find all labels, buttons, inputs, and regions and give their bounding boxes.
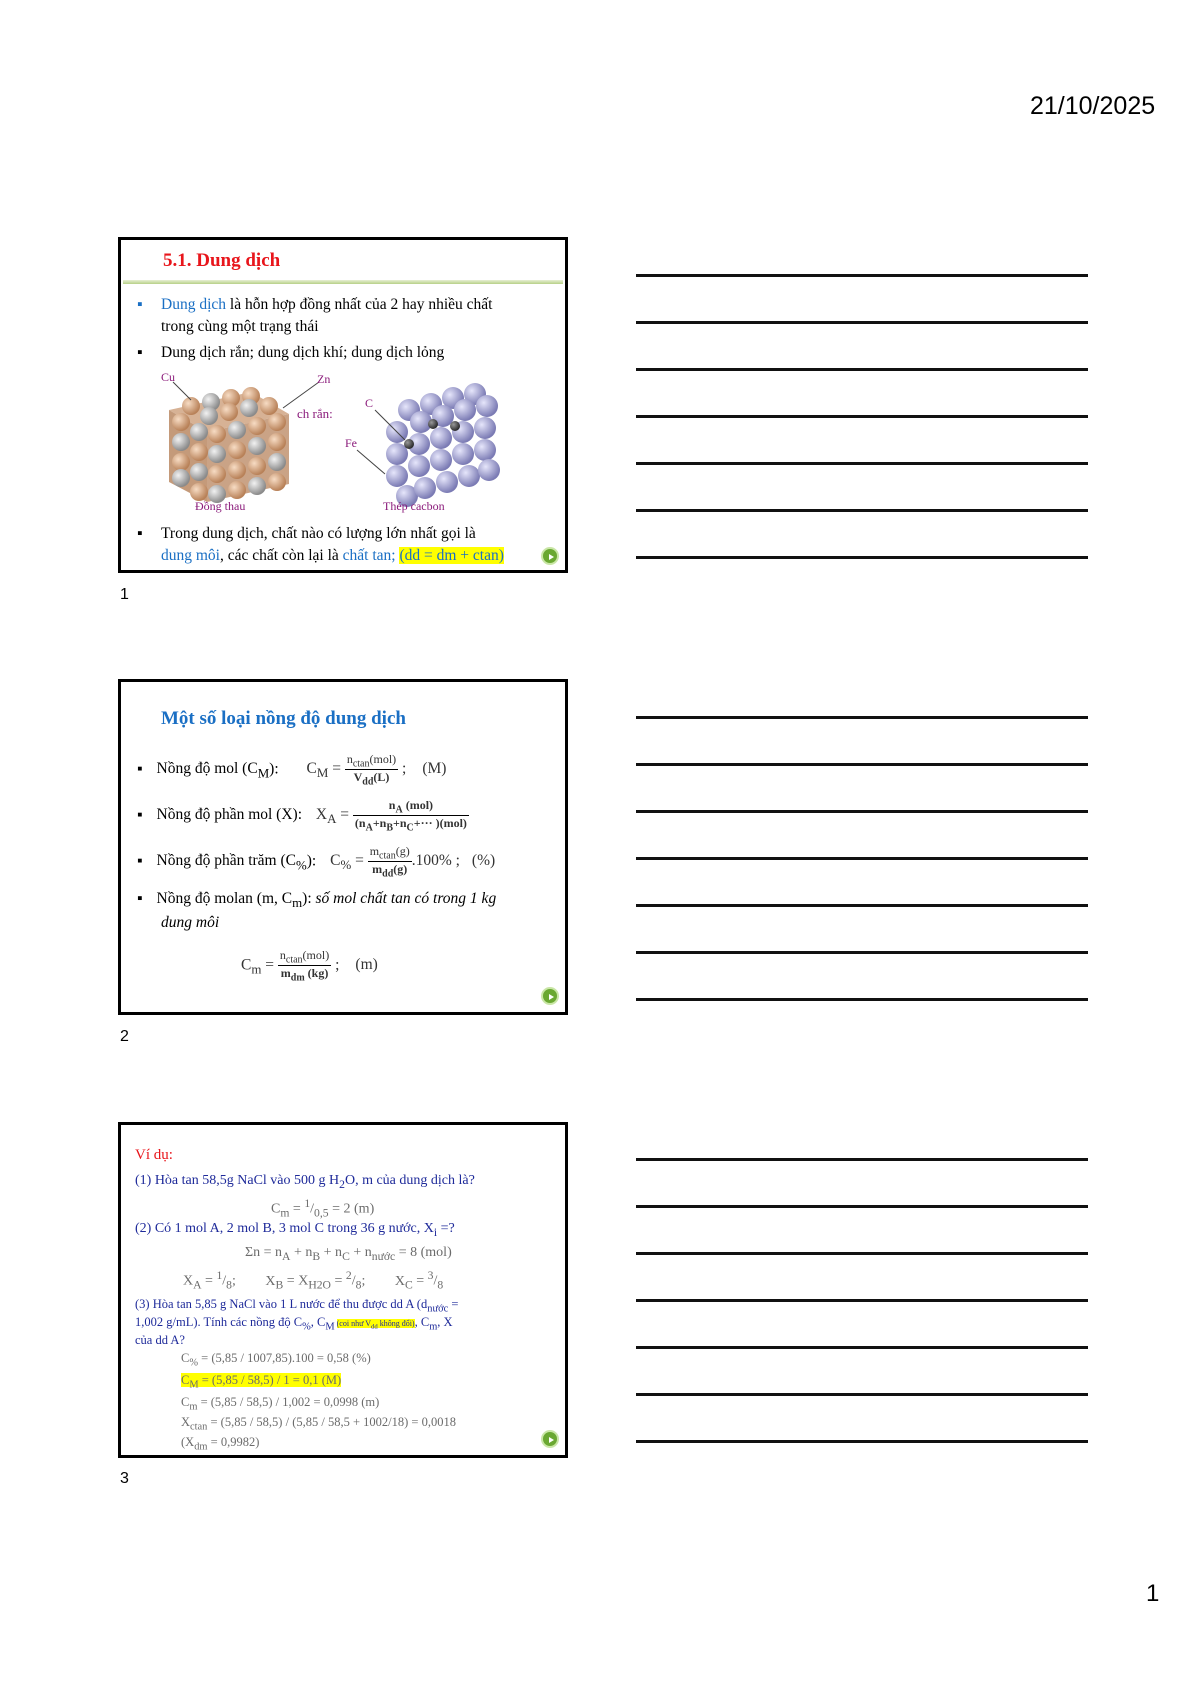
answer-2-fractions: $X_A = ^1/_8$; $X_B = X_{H2O} = ^2/_8$; $X_C = ^3/_8$	[183, 1269, 444, 1292]
bullet-definition: ▪ Dung dịch là hỗn hợp đồng nhất của 2 hay nhiều chất trong cùng một trạng thái	[137, 296, 493, 335]
slide-1-number: 1	[120, 586, 129, 603]
answer-2-sum: $\Sigma n = n_A + n_B + n_C + n_{nước} = 8$ (mol)	[245, 1245, 452, 1263]
slide-1	[118, 237, 568, 573]
next-slide-icon[interactable]	[541, 987, 559, 1005]
steel-cube	[357, 383, 500, 507]
concentration-percent: ▪ Nồng độ phần trăm $(C_{\%})$: $C_{\%}$ = $\frac{m_{ctan}(g)}{m_{dd}(g)}$ .100% ; (%)	[137, 844, 496, 880]
header-date: 21/10/2025	[1030, 92, 1156, 120]
question-3-line1: (3) Hòa tan 5,85 g NaCl vào 1 L nước để thu được dd A ($d_{nước}$ =	[135, 1297, 459, 1315]
page-number: 1	[1146, 1580, 1160, 1607]
example-heading: Ví dụ:	[135, 1147, 173, 1163]
concentration-molal: ▪ Nồng độ molan (m, $C_m$): số mol chất tan có trong 1 kg	[137, 890, 497, 911]
question-3-line2: 1,002 g/mL). Tính các nồng độ $C_{\%}$, $C_M$ (coi như $V_{dd}$ không đổi), $C_m$, X	[135, 1315, 453, 1333]
result-mole-fraction: $X_{ctan} = (5,85 / 58,5) / (5,85 / 58,5 + 1002/18) = 0,0018$	[181, 1415, 456, 1433]
label-fe: Fe	[345, 436, 357, 450]
slide-2-title: Một số loại nồng độ dung dịch	[161, 708, 406, 729]
caption-steel: Thép cacbon	[383, 499, 445, 513]
answer-1: $C_m = ^1/_{0,5} = 2$ (m)	[271, 1197, 375, 1220]
bullet-solvent: ▪ Trong dung dịch, chất nào có lượng lớn nhất gọi là dung môi, các chất còn lại là chất tan; (dd = dm + ctan)	[137, 525, 504, 564]
molal-definition-end: dung môi	[161, 914, 220, 931]
concentration-molar: ▪ Nồng độ mol $(C_M)$: $C_M$ = $\frac{n_{ctan}(mol)}{V_{dd}(L)}$ ; (M)	[137, 752, 447, 788]
label-cu: Cu	[161, 370, 176, 384]
brass-cube	[169, 382, 319, 503]
slide-3-number: 3	[120, 1470, 129, 1487]
crystal-illustration	[121, 370, 565, 520]
caption-brass: Đồng thau	[195, 499, 246, 513]
next-slide-icon[interactable]	[541, 1430, 559, 1448]
notes-lines-1	[636, 274, 1088, 603]
slide-2-number: 2	[120, 1028, 129, 1045]
bullet-types: ▪ Dung dịch rắn; dung dịch khí; dung dịch lỏng	[137, 344, 445, 361]
question-3-line3: của dd A?	[135, 1333, 185, 1347]
result-solvent-fraction: $(X_{dm} = 0,9982)$	[181, 1435, 260, 1453]
question-2: (2) Có 1 mol A, 2 mol B, 3 mol C trong 36 g nước, $X_i$ =?	[135, 1221, 455, 1239]
result-percent: $C_{\%} = (5,85 / 1007,85).100 = 0,58$ (%)	[181, 1351, 371, 1369]
slide-1-title: 5.1. Dung dịch	[163, 250, 281, 271]
label-mid: ch rắn:	[297, 406, 333, 421]
title-underline	[123, 280, 563, 284]
result-molal: $C_m = (5,85 / 58,5) / 1,002 = 0,0998$ (m)	[181, 1395, 380, 1413]
notes-lines-2	[636, 716, 1088, 1045]
molal-formula: $C_m$ = $\frac{n_{ctan}(mol)}{m_{dm} (kg)}$ ; (m)	[241, 948, 378, 984]
notes-lines-3	[636, 1158, 1088, 1487]
result-molar: $C_M = (5,85 / 58,5) / 1 = 0,1$ (M)	[181, 1373, 342, 1391]
question-1: (1) Hòa tan 58,5g NaCl vào 500 g $H_2O$, m của dung dịch là?	[135, 1173, 475, 1191]
term-dung-dich: Dung dịch	[161, 296, 227, 313]
label-zn: Zn	[317, 372, 331, 386]
formula-highlight: (dd = dm + ctan)	[399, 547, 504, 564]
slide-2	[118, 679, 568, 1015]
label-c: C	[365, 396, 374, 410]
slide-3	[118, 1122, 568, 1458]
concentration-mole-fraction: ▪ Nồng độ phần mol (X): $X_A$ = $\frac{n_A (mol)}{(n_A+n_B+n_C+\cdot\cdot\cdot )(mol)}$	[137, 798, 467, 834]
next-slide-icon[interactable]	[541, 547, 559, 565]
